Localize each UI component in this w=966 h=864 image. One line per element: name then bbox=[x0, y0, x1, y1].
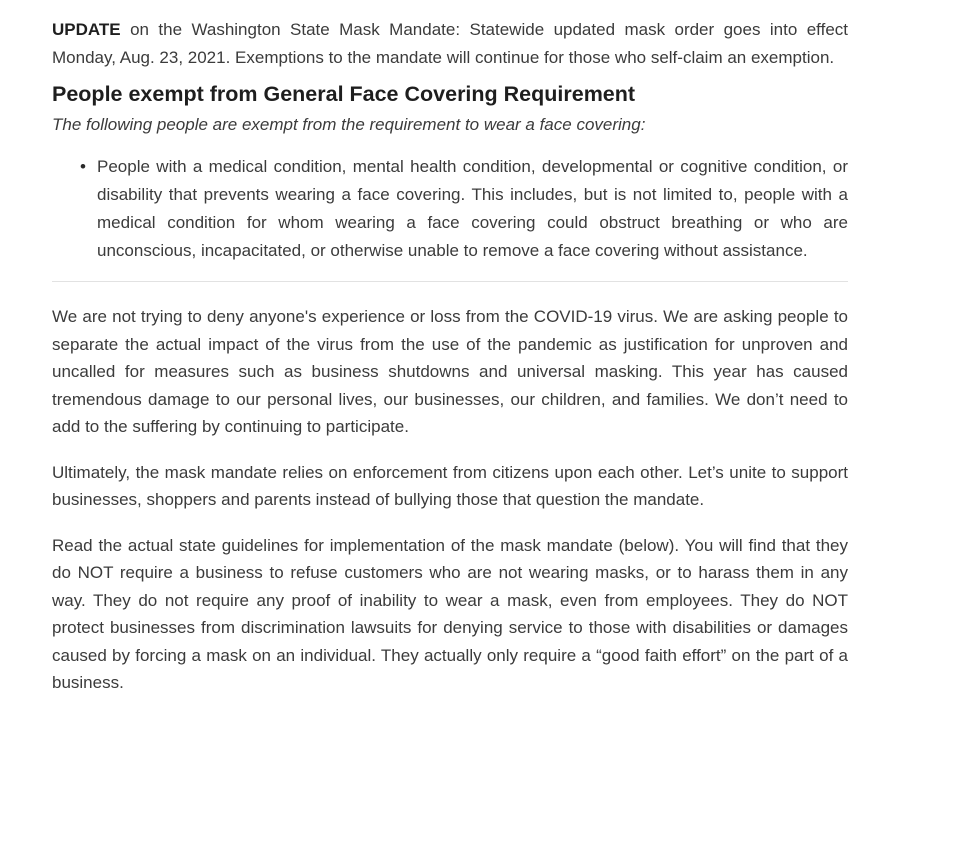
section-subtitle: The following people are exempt from the requirement to wear a face covering: bbox=[52, 115, 646, 134]
bullet-icon: • bbox=[80, 157, 86, 176]
update-label: UPDATE bbox=[52, 20, 121, 39]
list-item bbox=[80, 153, 848, 265]
update-notice bbox=[52, 16, 848, 72]
paragraph-covid-impact: We are not trying to deny anyone's experience or loss from the COVID-19 virus. We are asking people to separate the actual impact of the virus from the use of the pandemic as justification for unproven and uncalled for measures such as business shutdowns and universal masking. This year has caused tremendous damage to our personal lives, our businesses, our children, and families. We don’t need to add to the suffering by continuing to participate. bbox=[52, 307, 848, 436]
list-item-text: People with a medical condition, mental health condition, developmental or cognitive condition, or disability that prevents wearing a face covering. This includes, but is not limited to, people with a medical condition for whom wearing a face covering could obstruct breathing or who are unconscious, incapacitated, or otherwise unable to remove a face covering without assistance. bbox=[97, 157, 848, 260]
paragraph-guidelines: Read the actual state guidelines for implementation of the mask mandate (below). You will find that they do NOT require a business to refuse customers who are not wearing masks, or to harass them in any way. They do not require any proof of inability to wear a mask, even from employees. They do NOT protect businesses from discrimination lawsuits for denying service to those with disabilities or damages caused by forcing a mask on an individual. They actually only require a “good faith effort” on the part of a business. bbox=[52, 535, 848, 692]
section-heading: People exempt from General Face Covering Requirement bbox=[52, 82, 636, 106]
divider bbox=[52, 281, 848, 282]
update-text: on the Washington State Mask Mandate: Statewide updated mask order goes into effect Monday, Aug. 23, 2021. Exemptions to the mandate will continue for those who self-claim an exemption. bbox=[52, 20, 848, 67]
paragraph-enforcement: Ultimately, the mask mandate relies on enforcement from citizens upon each other. Let’s unite to support businesses, shoppers and parents instead of bullying those that question the mandate. bbox=[52, 462, 848, 509]
exemption-list bbox=[52, 153, 848, 265]
